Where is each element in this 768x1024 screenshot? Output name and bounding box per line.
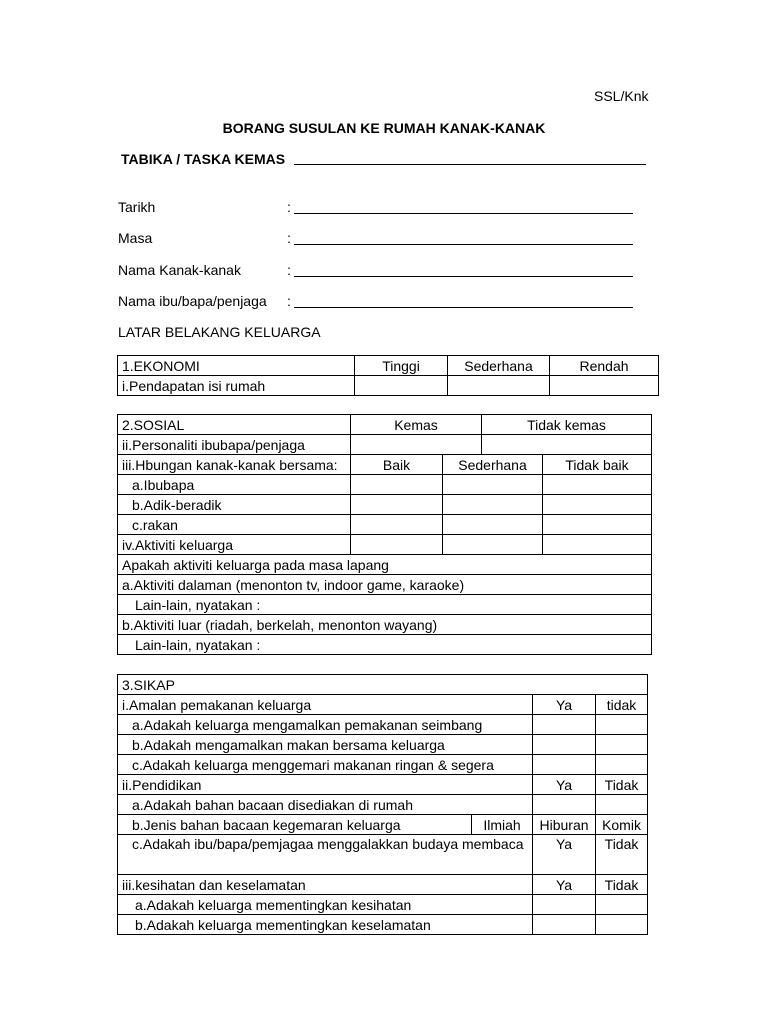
col-tidak: Tidak bbox=[596, 775, 648, 795]
answer-cell[interactable] bbox=[533, 715, 596, 735]
table-row bbox=[118, 715, 648, 735]
col-ya[interactable]: Ya bbox=[533, 835, 596, 875]
nama-penjaga-input-line[interactable] bbox=[294, 307, 633, 308]
table-row bbox=[118, 376, 659, 396]
row-label-kesihatan: iii.kesihatan dan keselamatan bbox=[118, 875, 533, 895]
answer-cell[interactable] bbox=[543, 475, 652, 495]
answer-cell[interactable] bbox=[543, 495, 652, 515]
col-ya: Ya bbox=[533, 775, 596, 795]
table-row bbox=[118, 475, 652, 495]
tabika-input-line[interactable] bbox=[294, 164, 646, 165]
field-colon: : bbox=[287, 293, 291, 309]
answer-cell[interactable] bbox=[443, 515, 543, 535]
answer-cell[interactable] bbox=[596, 795, 648, 815]
table-row bbox=[118, 795, 648, 815]
table-row bbox=[118, 815, 648, 835]
masa-input-line[interactable] bbox=[294, 244, 633, 245]
row-lain-lain-dalaman[interactable]: Lain-lain, nyatakan : bbox=[118, 595, 652, 615]
field-label-nama-penjaga: Nama ibu/bapa/penjaga bbox=[118, 293, 267, 309]
table-row bbox=[118, 635, 652, 655]
answer-cell[interactable] bbox=[596, 915, 648, 935]
row-label-makanan-ringan: c.Adakah keluarga menggemari makanan ringan & segera bbox=[118, 755, 533, 775]
row-label-aktiviti-luar: b.Aktiviti luar (riadah, berkelah, menonton wayang) bbox=[118, 615, 652, 635]
table-row bbox=[118, 755, 648, 775]
row-label-aktiviti-dalaman: a.Aktiviti dalaman (menonton tv, indoor game, karaoke) bbox=[118, 575, 652, 595]
table-row bbox=[118, 695, 648, 715]
answer-cell[interactable] bbox=[351, 475, 443, 495]
answer-cell[interactable] bbox=[533, 795, 596, 815]
answer-cell[interactable] bbox=[533, 755, 596, 775]
form-title: BORANG SUSULAN KE RUMAH KANAK-KANAK bbox=[222, 120, 546, 136]
answer-cell[interactable] bbox=[482, 435, 652, 455]
answer-cell[interactable] bbox=[533, 735, 596, 755]
table-row bbox=[118, 595, 652, 615]
answer-cell[interactable] bbox=[448, 376, 550, 396]
col-sederhana: Sederhana bbox=[448, 356, 550, 376]
answer-cell[interactable] bbox=[543, 535, 652, 555]
sosial-header: 2.SOSIAL bbox=[118, 415, 351, 435]
row-label-pemakanan-seimbang: a.Adakah keluarga mengamalkan pemakanan seimbang bbox=[118, 715, 533, 735]
col-baik: Baik bbox=[351, 455, 443, 475]
col-tidak: tidak bbox=[596, 695, 648, 715]
row-label-jenis-bahan: b.Jenis bahan bacaan kegemaran keluarga bbox=[118, 815, 472, 835]
table-row bbox=[118, 915, 648, 935]
tarikh-input-line[interactable] bbox=[294, 213, 633, 214]
table-row bbox=[118, 555, 652, 575]
answer-cell[interactable] bbox=[355, 376, 448, 396]
row-label-amalan: i.Amalan pemakanan keluarga bbox=[118, 695, 533, 715]
answer-cell[interactable] bbox=[351, 535, 443, 555]
field-colon: : bbox=[287, 230, 291, 246]
row-label-pendapatan: i.Pendapatan isi rumah bbox=[118, 376, 355, 396]
option-hiburan[interactable]: Hiburan bbox=[533, 815, 596, 835]
row-label-ibubapa: a.Ibubapa bbox=[118, 475, 351, 495]
table-row bbox=[118, 575, 652, 595]
col-ya: Ya bbox=[533, 695, 596, 715]
answer-cell[interactable] bbox=[533, 915, 596, 935]
row-lain-lain-luar[interactable]: Lain-lain, nyatakan : bbox=[118, 635, 652, 655]
field-label-masa: Masa bbox=[118, 230, 153, 246]
col-tidak-kemas: Tidak kemas bbox=[482, 415, 652, 435]
sosial-table bbox=[117, 414, 652, 655]
row-label-hubungan: iii.Hbungan kanak-kanak bersama: bbox=[118, 455, 351, 475]
row-label-aktiviti: iv.Aktiviti keluarga bbox=[118, 535, 351, 555]
row-label-pendidikan: ii.Pendidikan bbox=[118, 775, 533, 795]
table-row bbox=[118, 535, 652, 555]
answer-cell[interactable] bbox=[596, 735, 648, 755]
col-tinggi: Tinggi bbox=[355, 356, 448, 376]
answer-cell[interactable] bbox=[533, 895, 596, 915]
section-title: LATAR BELAKANG KELUARGA bbox=[118, 324, 321, 340]
table-row bbox=[118, 435, 652, 455]
field-colon: : bbox=[287, 199, 291, 215]
form-reference-code: SSL/Knk bbox=[594, 88, 649, 104]
col-tidak[interactable]: Tidak bbox=[596, 835, 648, 875]
field-label-nama-kanak: Nama Kanak-kanak bbox=[118, 262, 241, 278]
answer-cell[interactable] bbox=[596, 715, 648, 735]
table-row bbox=[118, 356, 659, 376]
answer-cell[interactable] bbox=[351, 495, 443, 515]
table-row bbox=[118, 895, 648, 915]
col-rendah: Rendah bbox=[550, 356, 659, 376]
sikap-header: 3.SIKAP bbox=[118, 675, 648, 695]
sikap-table bbox=[117, 674, 648, 935]
row-label-personaliti: ii.Personaliti ibubapa/penjaga bbox=[118, 435, 351, 455]
answer-cell[interactable] bbox=[443, 495, 543, 515]
table-row bbox=[118, 615, 652, 635]
table-row bbox=[118, 775, 648, 795]
col-tidak: Tidak bbox=[596, 875, 648, 895]
ekonomi-table bbox=[117, 355, 659, 396]
col-kemas: Kemas bbox=[351, 415, 482, 435]
table-row bbox=[118, 455, 652, 475]
answer-cell[interactable] bbox=[351, 435, 482, 455]
row-label-adik-beradik: b.Adik-beradik bbox=[118, 495, 351, 515]
answer-cell[interactable] bbox=[443, 475, 543, 495]
field-label-tarikh: Tarikh bbox=[118, 199, 156, 215]
nama-kanak-input-line[interactable] bbox=[294, 276, 633, 277]
row-label-bahan-bacaan: a.Adakah bahan bacaan disediakan di rumah bbox=[118, 795, 533, 815]
answer-cell[interactable] bbox=[543, 515, 652, 535]
row-label-mementingkan-kesihatan: a.Adakah keluarga mementingkan kesihatan bbox=[118, 895, 533, 915]
row-label-mementingkan-keselamatan: b.Adakah keluarga mementingkan keselamatan bbox=[118, 915, 533, 935]
answer-cell[interactable] bbox=[443, 535, 543, 555]
table-row bbox=[118, 875, 648, 895]
answer-cell[interactable] bbox=[596, 895, 648, 915]
table-row bbox=[118, 835, 648, 875]
table-row bbox=[118, 495, 652, 515]
col-sederhana: Sederhana bbox=[443, 455, 543, 475]
answer-cell[interactable] bbox=[351, 515, 443, 535]
col-tidak-baik: Tidak baik bbox=[543, 455, 652, 475]
table-row bbox=[118, 415, 652, 435]
tabika-label: TABIKA / TASKA KEMAS bbox=[121, 151, 286, 167]
ekonomi-header: 1.EKONOMI bbox=[118, 356, 355, 376]
row-label-rakan: c.rakan bbox=[118, 515, 351, 535]
col-ya: Ya bbox=[533, 875, 596, 895]
table-row bbox=[118, 515, 652, 535]
table-row bbox=[118, 735, 648, 755]
row-label-menggalakkan-membaca: c.Adakah ibu/bapa/pemjagaa menggalakkan budaya membaca bbox=[118, 835, 533, 875]
table-row bbox=[118, 675, 648, 695]
option-ilmiah[interactable]: Ilmiah bbox=[472, 815, 533, 835]
row-label-makan-bersama: b.Adakah mengamalkan makan bersama keluarga bbox=[118, 735, 533, 755]
answer-cell[interactable] bbox=[550, 376, 659, 396]
option-komik[interactable]: Komik bbox=[596, 815, 648, 835]
answer-cell[interactable] bbox=[596, 755, 648, 775]
field-colon: : bbox=[287, 262, 291, 278]
row-label-apakah: Apakah aktiviti keluarga pada masa lapang bbox=[118, 555, 652, 575]
